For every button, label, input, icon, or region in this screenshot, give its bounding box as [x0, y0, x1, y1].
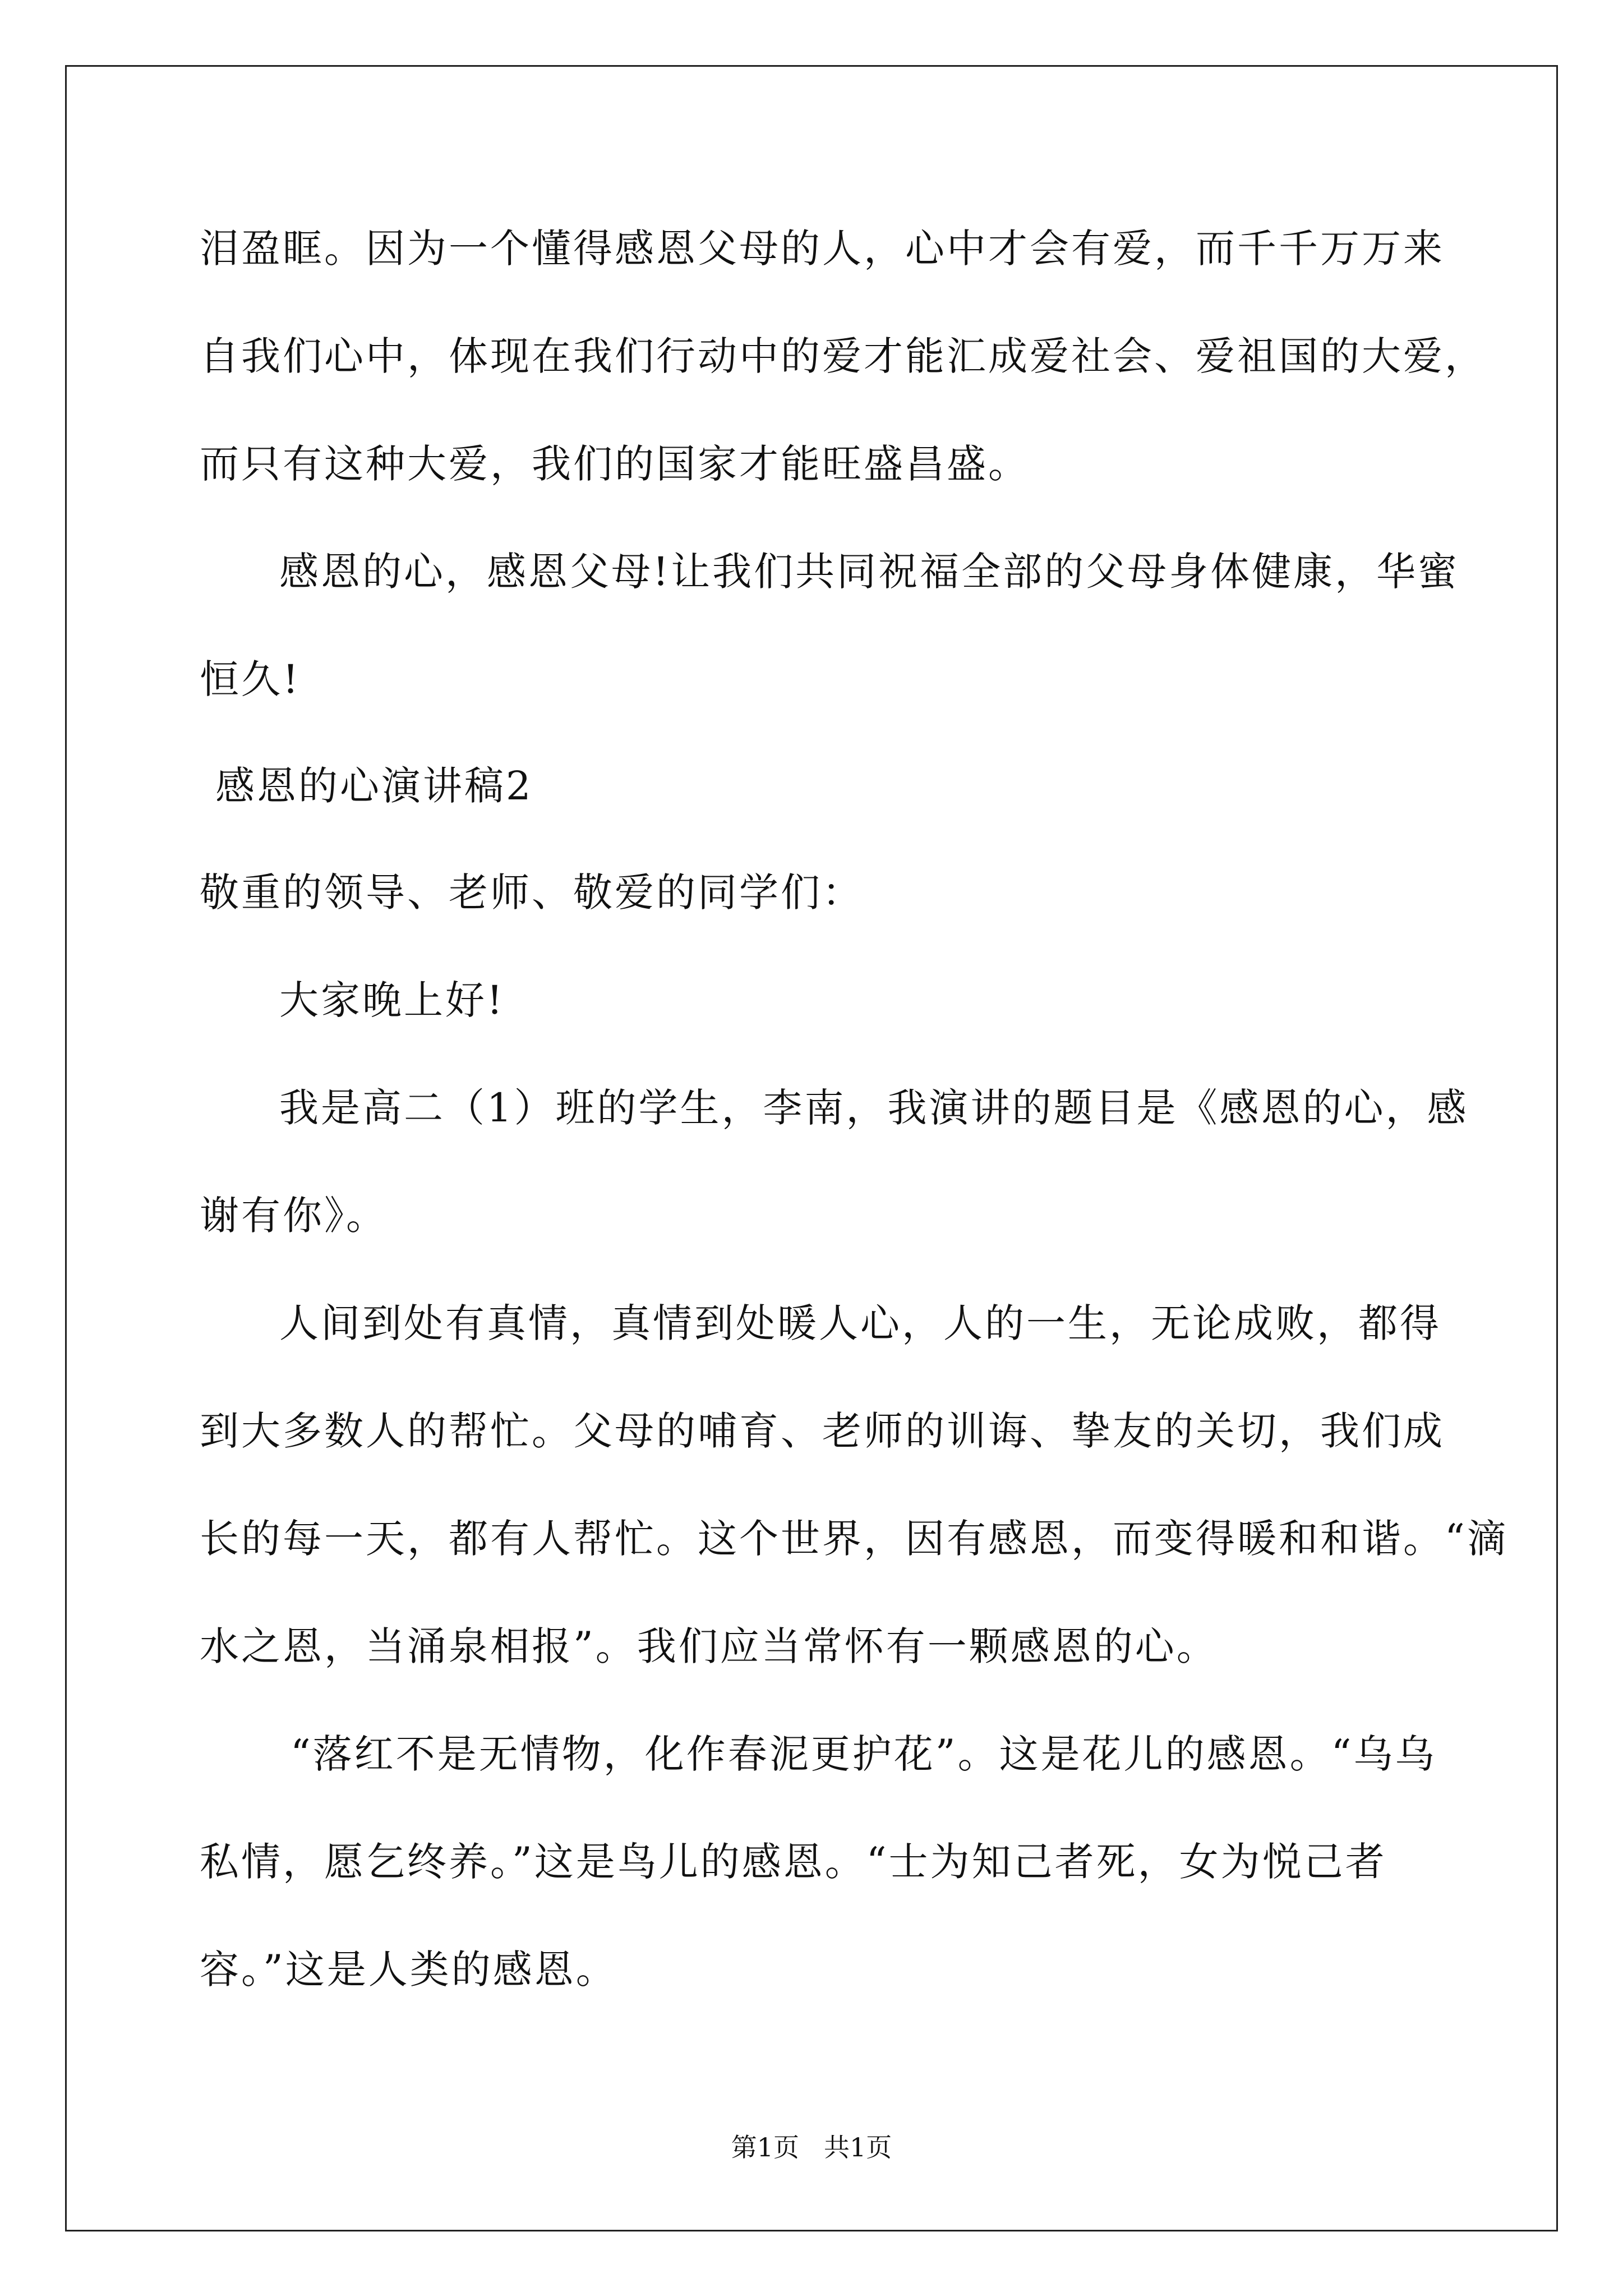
- text-line-17: 容。”这是人类的感恩。: [200, 1947, 617, 1993]
- text-line-15: “落红不是无情物，化作春泥更护花”。这是花儿的感恩。“乌乌: [291, 1731, 1437, 1777]
- text-line-10: 谢有你》。: [200, 1193, 388, 1239]
- text-line-16: 私情，愿乞终养。”这是鸟儿的感恩。“士为知己者死，女为悦己者: [200, 1839, 1387, 1885]
- page-border: [65, 65, 1558, 2231]
- page-footer: [0, 2134, 1623, 2160]
- greeting: 大家晚上好!: [279, 977, 505, 1023]
- text-line-3: 而只有这种大爱，我们的国家才能旺盛昌盛。: [200, 441, 1030, 487]
- text-line-2: 自我们心中，体现在我们行动中的爱才能汇成爱社会、爱祖国的大爱，: [200, 333, 1486, 379]
- text-line-11: 人间到处有真情，真情到处暖人心，人的一生，无论成败，都得: [279, 1300, 1441, 1346]
- text-line-9: 我是高二（1）班的学生，李南，我演讲的题目是《感恩的心，感: [279, 1085, 1469, 1131]
- page-total: 共1页: [823, 2132, 892, 2162]
- salutation: 敬重的领导、老师、敬爱的同学们：: [200, 869, 864, 915]
- text-line-1: 泪盈眶。因为一个懂得感恩父母的人，心中才会有爱，而千千万万来: [200, 226, 1445, 272]
- text-line-14: 水之恩，当涌泉相报”。我们应当常怀有一颗感恩的心。: [200, 1623, 1218, 1669]
- section-title: 感恩的心演讲稿2: [215, 763, 533, 809]
- text-line-5: 恒久!: [200, 656, 301, 702]
- page-current: 第1页: [731, 2132, 800, 2162]
- text-line-12: 到大多数人的帮忙。父母的哺育、老师的训诲、挚友的关切，我们成: [200, 1408, 1445, 1454]
- text-line-4: 感恩的心，感恩父母!让我们共同祝福全部的父母身体健康，华蜜: [279, 549, 1460, 595]
- text-line-13: 长的每一天，都有人帮忙。这个世界，因有感恩，而变得暖和和谐。“滴: [200, 1516, 1509, 1562]
